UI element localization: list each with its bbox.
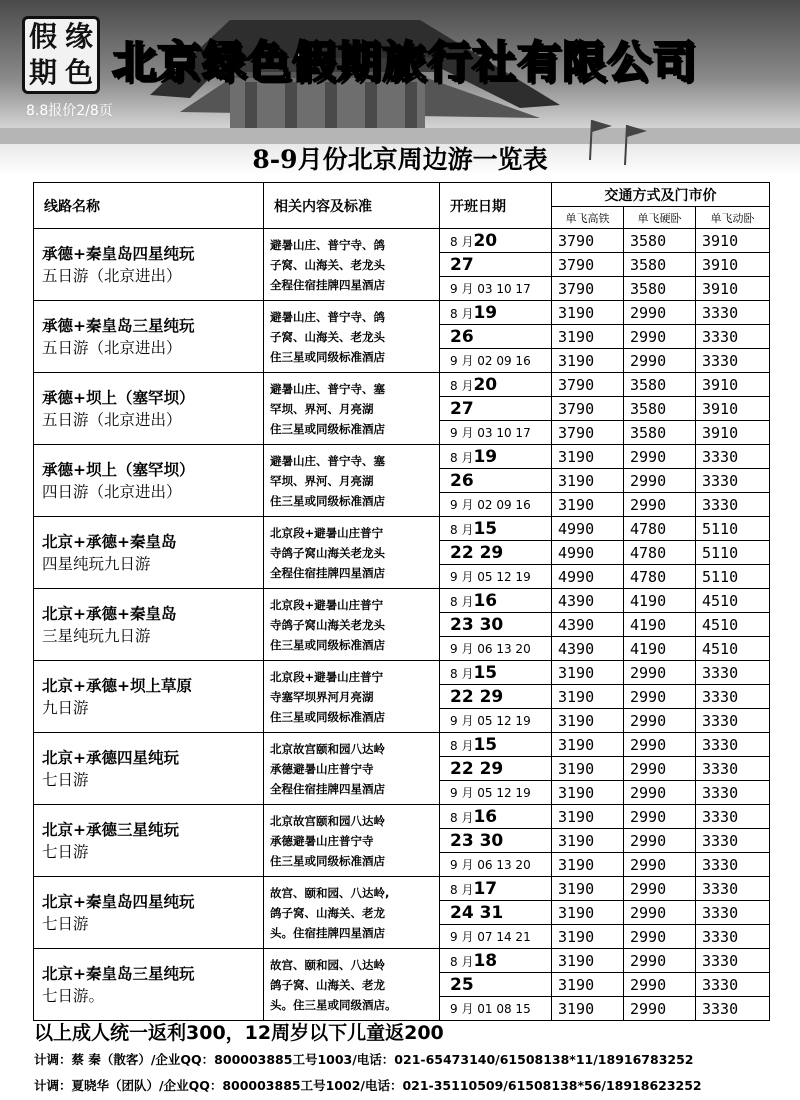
date-days: 15 — [473, 734, 498, 755]
content-line: 承德避暑山庄普宁寺 — [270, 761, 374, 776]
price-cell: 2990 — [624, 469, 696, 493]
route-name-cell — [34, 589, 264, 661]
price-cell: 3910 — [696, 277, 770, 301]
route-name-cell — [34, 805, 264, 877]
route-content-cell — [264, 301, 440, 373]
table-row — [34, 373, 770, 397]
route-name: 北京+承德四星纯玩 — [42, 748, 179, 767]
table-row — [34, 877, 770, 901]
price-cell: 3330 — [696, 493, 770, 517]
content-line: 北京段+避暑山庄普宁 — [270, 597, 384, 612]
departure-date-cell — [440, 349, 552, 373]
price-cell: 3330 — [696, 781, 770, 805]
departure-date-cell — [440, 637, 552, 661]
date-month: 9 月 02 09 16 — [450, 354, 531, 368]
content-line: 住三星或同级标准酒店 — [270, 853, 385, 868]
price-cell: 2990 — [624, 349, 696, 373]
route-content-cell — [264, 373, 440, 445]
price-cell: 2990 — [624, 445, 696, 469]
route-name: 承德+秦皇岛四星纯玩 — [42, 244, 195, 263]
route-content-cell — [264, 445, 440, 517]
price-cell: 2990 — [624, 853, 696, 877]
route-content-cell — [264, 877, 440, 949]
price-cell: 3330 — [696, 349, 770, 373]
header-content: 相关内容及标准 — [264, 183, 440, 229]
date-days: 19 — [473, 302, 498, 323]
price-cell: 2990 — [624, 805, 696, 829]
content-line: 住三星或同级标准酒店 — [270, 493, 385, 508]
date-days: 17 — [473, 878, 498, 899]
price-cell: 3190 — [552, 709, 624, 733]
date-days: 25 — [450, 974, 474, 995]
content-line: 避暑山庄、普宁寺、塞 — [270, 453, 385, 468]
price-cell: 4390 — [552, 637, 624, 661]
content-line: 避暑山庄、普宁寺、塞 — [270, 381, 385, 396]
date-days: 22 29 — [450, 542, 504, 563]
price-cell: 3790 — [552, 421, 624, 445]
content-line: 北京故宫颐和园八达岭 — [270, 741, 385, 756]
departure-date-cell — [440, 757, 552, 781]
price-cell: 3330 — [696, 997, 770, 1021]
price-cell: 4190 — [624, 589, 696, 613]
price-cell: 3190 — [552, 301, 624, 325]
price-cell: 3790 — [552, 373, 624, 397]
route-content-cell — [264, 949, 440, 1021]
price-cell: 2990 — [624, 757, 696, 781]
header-transport: 交通方式及门市价 — [552, 183, 770, 207]
route-content-cell — [264, 733, 440, 805]
table-row — [34, 517, 770, 541]
date-month: 9 月 01 08 15 — [450, 1002, 531, 1016]
table-row — [34, 229, 770, 253]
price-cell: 3790 — [552, 277, 624, 301]
content-line: 避暑山庄、普宁寺、鸽 — [270, 309, 385, 324]
price-cell: 3330 — [696, 853, 770, 877]
price-cell: 3910 — [696, 397, 770, 421]
content-line: 全程住宿挂牌四星酒店 — [270, 565, 385, 580]
route-duration: 四星纯玩九日游 — [42, 554, 151, 573]
price-cell: 3330 — [696, 901, 770, 925]
price-cell: 2990 — [624, 901, 696, 925]
price-cell: 3190 — [552, 661, 624, 685]
logo-char: 色 — [64, 56, 93, 89]
departure-date-cell — [440, 469, 552, 493]
header-date: 开班日期 — [440, 183, 552, 229]
content-line: 全程住宿挂牌四星酒店 — [270, 781, 385, 796]
date-month: 9 月 05 12 19 — [450, 570, 531, 584]
price-cell: 3910 — [696, 229, 770, 253]
date-month: 8 月 — [450, 306, 474, 321]
content-line: 北京段+避暑山庄普宁 — [270, 669, 384, 684]
price-cell: 3330 — [696, 325, 770, 349]
price-cell: 3330 — [696, 709, 770, 733]
tour-rows — [34, 229, 770, 1021]
departure-date-cell — [440, 589, 552, 613]
price-cell: 3190 — [552, 325, 624, 349]
price-cell: 3190 — [552, 757, 624, 781]
route-name: 承德+坝上（塞罕坝） — [42, 388, 195, 407]
departure-date-cell — [440, 445, 552, 469]
route-name: 北京+秦皇岛四星纯玩 — [42, 892, 195, 911]
table-row — [34, 661, 770, 685]
date-days: 16 — [473, 590, 498, 611]
price-cell: 3190 — [552, 349, 624, 373]
price-cell: 3580 — [624, 397, 696, 421]
logo-char: 假 — [28, 20, 57, 53]
departure-date-cell — [440, 565, 552, 589]
logo-char: 期 — [28, 56, 57, 89]
route-duration: 五日游（北京进出） — [42, 410, 182, 429]
route-name-cell — [34, 949, 264, 1021]
price-cell: 3330 — [696, 469, 770, 493]
price-cell: 4190 — [624, 613, 696, 637]
content-line: 住三星或同级标准酒店 — [270, 349, 385, 364]
departure-date-cell — [440, 853, 552, 877]
date-days: 26 — [450, 326, 474, 347]
departure-date-cell — [440, 421, 552, 445]
header-sub: 单飞硬卧 — [624, 207, 696, 229]
price-cell: 3330 — [696, 733, 770, 757]
date-days: 24 31 — [450, 902, 504, 923]
page-title: 8-9月份北京周边游一览表 — [252, 145, 548, 174]
departure-date-cell — [440, 781, 552, 805]
price-cell: 2990 — [624, 733, 696, 757]
content-line: 承德避暑山庄普宁寺 — [270, 833, 374, 848]
price-cell: 3330 — [696, 301, 770, 325]
price-cell: 3190 — [552, 949, 624, 973]
date-days: 19 — [473, 446, 498, 467]
price-cell: 4780 — [624, 565, 696, 589]
content-line: 故宫、颐和园、八达岭 — [270, 957, 385, 972]
route-duration: 四日游（北京进出） — [42, 482, 182, 501]
price-cell: 3190 — [552, 853, 624, 877]
route-content-cell — [264, 805, 440, 877]
departure-date-cell — [440, 301, 552, 325]
price-cell: 3330 — [696, 445, 770, 469]
route-name-cell — [34, 373, 264, 445]
price-cell: 3190 — [552, 493, 624, 517]
version-label: 8.8报价2/8页 — [26, 103, 113, 119]
departure-date-cell — [440, 805, 552, 829]
price-cell: 3330 — [696, 877, 770, 901]
price-cell: 3330 — [696, 949, 770, 973]
date-days: 20 — [473, 374, 498, 395]
price-cell: 2990 — [624, 493, 696, 517]
content-line: 子窝、山海关、老龙头 — [270, 329, 385, 344]
price-cell: 3330 — [696, 925, 770, 949]
price-cell: 4510 — [696, 589, 770, 613]
price-cell: 2990 — [624, 685, 696, 709]
content-line: 罕坝、界河、月亮湖 — [270, 473, 374, 488]
departure-date-cell — [440, 829, 552, 853]
route-name: 北京+承德三星纯玩 — [42, 820, 179, 839]
content-line: 住三星或同级标准酒店 — [270, 421, 385, 436]
price-cell: 3190 — [552, 829, 624, 853]
route-content-cell — [264, 517, 440, 589]
price-cell: 3190 — [552, 733, 624, 757]
departure-date-cell — [440, 493, 552, 517]
departure-date-cell — [440, 541, 552, 565]
date-days: 22 29 — [450, 758, 504, 779]
route-name-cell — [34, 517, 264, 589]
price-cell: 3790 — [552, 253, 624, 277]
departure-date-cell — [440, 613, 552, 637]
price-cell: 2990 — [624, 997, 696, 1021]
departure-date-cell — [440, 877, 552, 901]
price-cell: 2990 — [624, 781, 696, 805]
route-name: 北京+承德+坝上草原 — [42, 676, 192, 695]
departure-date-cell — [440, 373, 552, 397]
content-line: 鸽子窝、山海关、老龙 — [270, 905, 385, 920]
price-cell: 2990 — [624, 325, 696, 349]
route-duration: 五日游（北京进出） — [42, 338, 182, 357]
route-duration: 九日游 — [42, 698, 89, 717]
date-month: 8 月 — [450, 594, 474, 609]
price-cell: 3790 — [552, 229, 624, 253]
price-cell: 5110 — [696, 541, 770, 565]
price-cell: 2990 — [624, 925, 696, 949]
table-row — [34, 733, 770, 757]
content-line: 罕坝、界河、月亮湖 — [270, 401, 374, 416]
table-row — [34, 949, 770, 973]
departure-date-cell — [440, 229, 552, 253]
table-row — [34, 445, 770, 469]
price-cell: 3190 — [552, 997, 624, 1021]
price-cell: 2990 — [624, 709, 696, 733]
price-cell: 3190 — [552, 973, 624, 997]
departure-date-cell — [440, 517, 552, 541]
content-line: 鸽子窝、山海关、老龙 — [270, 977, 385, 992]
date-days: 27 — [450, 398, 474, 419]
content-line: 北京故宫颐和园八达岭 — [270, 813, 385, 828]
date-month: 9 月 06 13 20 — [450, 642, 531, 656]
date-month: 8 月 — [450, 954, 474, 969]
price-cell: 4990 — [552, 565, 624, 589]
route-content-cell — [264, 589, 440, 661]
price-cell: 3190 — [552, 781, 624, 805]
price-cell: 5110 — [696, 517, 770, 541]
price-cell: 4390 — [552, 613, 624, 637]
content-line: 头。住三星或同级酒店。 — [270, 997, 397, 1012]
price-cell: 2990 — [624, 949, 696, 973]
date-month: 8 月 — [450, 666, 474, 681]
content-line: 头。住宿挂牌四星酒店 — [270, 925, 385, 940]
date-days: 23 30 — [450, 614, 504, 635]
content-line: 北京段+避暑山庄普宁 — [270, 525, 384, 540]
route-name-cell — [34, 661, 264, 733]
date-days: 23 30 — [450, 830, 504, 851]
departure-date-cell — [440, 973, 552, 997]
price-cell: 3190 — [552, 877, 624, 901]
rebate-note: 以上成人统一返利300，12周岁以下儿童返200 — [34, 1022, 444, 1044]
departure-date-cell — [440, 901, 552, 925]
departure-date-cell — [440, 733, 552, 757]
route-name-cell — [34, 733, 264, 805]
price-cell: 2990 — [624, 829, 696, 853]
route-name-cell — [34, 877, 264, 949]
departure-date-cell — [440, 925, 552, 949]
price-cell: 3330 — [696, 685, 770, 709]
price-cell: 4780 — [624, 541, 696, 565]
company-name: 北京绿色假期旅行社有限公司 — [112, 37, 697, 88]
route-name-cell — [34, 229, 264, 301]
price-cell: 3190 — [552, 805, 624, 829]
price-cell: 3330 — [696, 973, 770, 997]
route-name-cell — [34, 445, 264, 517]
price-cell: 5110 — [696, 565, 770, 589]
date-month: 8 月 — [450, 450, 474, 465]
content-line: 故宫、颐和园、八达岭, — [270, 885, 390, 900]
price-cell: 3910 — [696, 253, 770, 277]
date-month: 8 月 — [450, 234, 474, 249]
content-line: 子窝、山海关、老龙头 — [270, 257, 385, 272]
price-cell: 3580 — [624, 421, 696, 445]
price-cell: 2990 — [624, 301, 696, 325]
table-row — [34, 589, 770, 613]
price-cell: 3910 — [696, 421, 770, 445]
route-name: 北京+承德+秦皇岛 — [42, 532, 177, 551]
route-name: 北京+秦皇岛三星纯玩 — [42, 964, 195, 983]
route-duration: 七日游 — [42, 914, 89, 933]
price-cell: 3190 — [552, 469, 624, 493]
contact-line: 计调：蔡 秦（散客）/企业QQ：800003885工号1003/电话：021-65473140/61508138*11/18916783252 — [34, 1052, 694, 1067]
departure-date-cell — [440, 709, 552, 733]
date-month: 9 月 03 10 17 — [450, 426, 531, 440]
date-days: 16 — [473, 806, 498, 827]
content-line: 全程住宿挂牌四星酒店 — [270, 277, 385, 292]
price-cell: 3580 — [624, 253, 696, 277]
header-route: 线路名称 — [34, 183, 264, 229]
date-month: 8 月 — [450, 378, 474, 393]
date-days: 15 — [473, 518, 498, 539]
route-name-cell — [34, 301, 264, 373]
price-cell: 3330 — [696, 661, 770, 685]
price-cell: 4510 — [696, 613, 770, 637]
price-cell: 4510 — [696, 637, 770, 661]
date-days: 20 — [473, 230, 498, 251]
route-duration: 七日游 — [42, 842, 89, 861]
content-line: 寺塞罕坝界河月亮湖 — [270, 689, 374, 704]
departure-date-cell — [440, 997, 552, 1021]
header-sub: 单飞动卧 — [696, 207, 770, 229]
price-cell: 3330 — [696, 757, 770, 781]
table-row — [34, 301, 770, 325]
route-content-cell — [264, 661, 440, 733]
date-month: 9 月 02 09 16 — [450, 498, 531, 512]
date-month: 9 月 07 14 21 — [450, 930, 531, 944]
tour-price-table — [33, 182, 770, 1021]
date-month: 9 月 06 13 20 — [450, 858, 531, 872]
date-days: 26 — [450, 470, 474, 491]
content-line: 寺鸽子窝山海关老龙头 — [270, 617, 385, 632]
departure-date-cell — [440, 949, 552, 973]
price-cell: 4390 — [552, 589, 624, 613]
date-days: 27 — [450, 254, 474, 275]
company-logo — [22, 16, 100, 94]
price-cell: 4780 — [624, 517, 696, 541]
content-line: 避暑山庄、普宁寺、鸽 — [270, 237, 385, 252]
date-month: 8 月 — [450, 810, 474, 825]
header-sub: 单飞高铁 — [552, 207, 624, 229]
route-duration: 五日游（北京进出） — [42, 266, 182, 285]
date-month: 8 月 — [450, 522, 474, 537]
content-line: 住三星或同级标准酒店 — [270, 637, 385, 652]
date-days: 22 29 — [450, 686, 504, 707]
route-name: 北京+承德+秦皇岛 — [42, 604, 177, 623]
route-duration: 七日游。 — [42, 986, 105, 1005]
departure-date-cell — [440, 325, 552, 349]
price-cell: 3910 — [696, 373, 770, 397]
price-cell: 3790 — [552, 397, 624, 421]
content-line: 寺鸽子窝山海关老龙头 — [270, 545, 385, 560]
price-cell: 3580 — [624, 277, 696, 301]
price-cell: 4190 — [624, 637, 696, 661]
table-row — [34, 805, 770, 829]
content-line: 住三星或同级标准酒店 — [270, 709, 385, 724]
date-month: 8 月 — [450, 882, 474, 897]
price-cell: 2990 — [624, 661, 696, 685]
departure-date-cell — [440, 661, 552, 685]
route-content-cell — [264, 229, 440, 301]
price-cell: 4990 — [552, 517, 624, 541]
price-cell: 3190 — [552, 925, 624, 949]
date-month: 9 月 05 12 19 — [450, 714, 531, 728]
price-cell: 3580 — [624, 229, 696, 253]
contact-line: 计调：夏晓华（团队）/企业QQ：800003885工号1002/电话：021-35110509/61508138*56/18918623252 — [34, 1078, 702, 1093]
route-duration: 七日游 — [42, 770, 89, 789]
departure-date-cell — [440, 685, 552, 709]
date-days: 18 — [473, 950, 498, 971]
route-name: 承德+秦皇岛三星纯玩 — [42, 316, 195, 335]
route-duration: 三星纯玩九日游 — [42, 626, 151, 645]
price-cell: 3330 — [696, 805, 770, 829]
price-cell: 3190 — [552, 445, 624, 469]
departure-date-cell — [440, 253, 552, 277]
price-cell: 4990 — [552, 541, 624, 565]
departure-date-cell — [440, 397, 552, 421]
price-cell: 2990 — [624, 973, 696, 997]
price-cell: 3580 — [624, 373, 696, 397]
date-month: 8 月 — [450, 738, 474, 753]
price-cell: 3330 — [696, 829, 770, 853]
price-cell: 3190 — [552, 685, 624, 709]
date-month: 9 月 05 12 19 — [450, 786, 531, 800]
price-cell: 2990 — [624, 877, 696, 901]
date-days: 15 — [473, 662, 498, 683]
logo-char: 缘 — [64, 20, 93, 53]
date-month: 9 月 03 10 17 — [450, 282, 531, 296]
route-name: 承德+坝上（塞罕坝） — [42, 460, 195, 479]
price-cell: 3190 — [552, 901, 624, 925]
departure-date-cell — [440, 277, 552, 301]
